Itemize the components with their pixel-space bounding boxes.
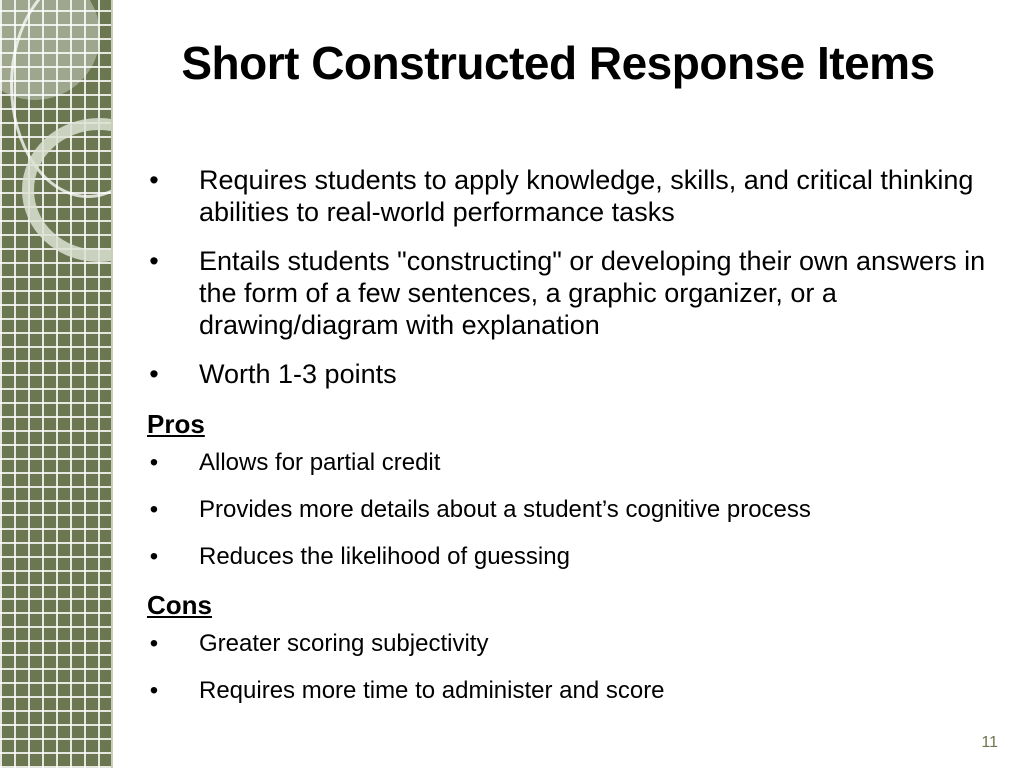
cons-heading: Cons [147, 590, 212, 620]
slide-content [147, 164, 997, 722]
slide-title: Short Constructed Response Items [181, 37, 935, 89]
bullet-icon: • [149, 543, 159, 570]
bullet-icon: • [149, 246, 159, 276]
list-item [147, 675, 997, 707]
panel-divider [111, 0, 113, 768]
cons-list [147, 628, 997, 707]
bullet-text: Worth 1-3 points [199, 359, 397, 389]
cons-item-text: Greater scoring subjectivity [199, 630, 489, 657]
list-item [147, 628, 997, 660]
bullet-icon: • [149, 359, 159, 389]
bullet-text: Requires students to apply knowledge, skills, and critical thinking abilities to real-world performance tasks [199, 165, 974, 227]
list-item [147, 245, 997, 341]
decorative-side-panel [0, 0, 113, 768]
list-item [147, 494, 997, 526]
bullet-icon: • [149, 677, 159, 704]
pros-list [147, 447, 997, 573]
list-item [147, 358, 997, 390]
list-item [147, 541, 997, 573]
cons-item-text: Requires more time to administer and score [199, 677, 665, 704]
bullet-icon: • [149, 630, 159, 657]
list-item [147, 447, 997, 479]
bullet-icon: • [149, 496, 159, 523]
pros-heading: Pros [147, 409, 205, 439]
bullet-icon: • [149, 165, 159, 195]
list-item [147, 164, 997, 228]
page-number: 11 [981, 734, 998, 751]
main-bullet-list [147, 164, 997, 390]
bullet-text: Entails students "constructing" or developing their own answers in the form of a few sentences, a graphic organizer, or a drawing/diagram with explanation [199, 246, 986, 340]
pros-item-text: Allows for partial credit [199, 449, 441, 476]
bullet-icon: • [149, 449, 159, 476]
pros-item-text: Reduces the likelihood of guessing [199, 543, 570, 570]
pros-item-text: Provides more details about a student’s cognitive process [199, 496, 811, 523]
